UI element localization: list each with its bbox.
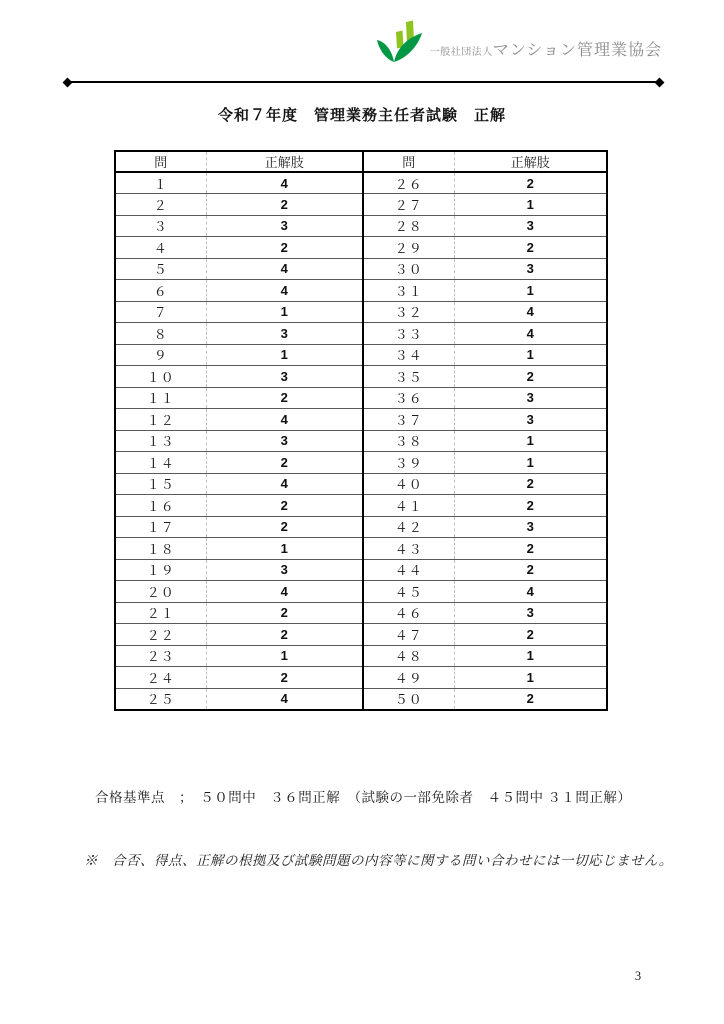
question-number: ２９ — [363, 237, 454, 259]
table-row — [115, 258, 607, 280]
question-number: ５０ — [363, 688, 454, 710]
question-number: ９ — [115, 344, 206, 366]
question-number: ４３ — [363, 538, 454, 560]
answer-choice: 2 — [454, 172, 607, 194]
question-number: ２７ — [363, 194, 454, 216]
answer-choice: 3 — [454, 409, 607, 431]
answer-choice: 4 — [454, 581, 607, 603]
answer-choice: 4 — [206, 581, 363, 603]
org-logo — [375, 18, 662, 66]
answer-choice: 3 — [454, 387, 607, 409]
question-number: １６ — [115, 495, 206, 517]
header-row — [115, 151, 607, 172]
question-number: １２ — [115, 409, 206, 431]
sprout-leaf-logo-icon — [375, 18, 427, 66]
answer-choice: 3 — [454, 258, 607, 280]
answer-choice: 4 — [206, 280, 363, 302]
table-row — [115, 495, 607, 517]
question-number: １９ — [115, 559, 206, 581]
question-number: ２５ — [146, 692, 175, 707]
question-number: ２０ — [115, 581, 206, 603]
answer-choice: 4 — [454, 323, 607, 345]
answer-choice: 2 — [454, 237, 607, 259]
question-number: ４６ — [363, 602, 454, 624]
answer-choice: 2 — [206, 624, 363, 646]
answer-choice: 3 — [206, 215, 363, 237]
question-number: ２１ — [115, 602, 206, 624]
question-number: １０ — [115, 366, 206, 388]
question-number: １１ — [115, 387, 206, 409]
question-number: ３１ — [363, 280, 454, 302]
answer-choice: 3 — [454, 602, 607, 624]
answer-choice: 2 — [206, 516, 363, 538]
org-name-label: マンション管理業協会 — [492, 42, 662, 59]
answer-choice: 3 — [454, 215, 607, 237]
question-number: ４９ — [363, 667, 454, 689]
answer-choice: 4 — [206, 409, 363, 431]
question-number: ４８ — [363, 645, 454, 667]
question-number: ３７ — [363, 409, 454, 431]
answer-choice: 2 — [206, 495, 363, 517]
table-row — [115, 194, 607, 216]
answer-choice: 3 — [206, 366, 363, 388]
question-number: １４ — [115, 452, 206, 474]
answer-choice: 4 — [206, 258, 363, 280]
table-row — [115, 667, 607, 689]
table-row — [115, 559, 607, 581]
answer-choice: 2 — [206, 452, 363, 474]
passing-score-line: 合格基準点 ； ５０問中 ３６問正解 （試験の一部免除者 ４５問中 ３１問正解） — [95, 790, 632, 805]
question-number: ３４ — [363, 344, 454, 366]
answer-choice: 3 — [206, 559, 363, 581]
disclaimer-note: ※ 合否、得点、正解の根拠及び試験問題の内容等に関する問い合わせには一切応じません。 — [84, 853, 673, 868]
answer-choice: 2 — [454, 538, 607, 560]
question-number: ３３ — [363, 323, 454, 345]
question-number: ４１ — [363, 495, 454, 517]
answer-choice: 2 — [206, 237, 363, 259]
question-number: ３６ — [363, 387, 454, 409]
question-number: １３ — [115, 430, 206, 452]
table-row — [115, 581, 607, 603]
answer-choice: 1 — [454, 280, 607, 302]
answer-choice: 1 — [454, 645, 607, 667]
answer-choice: 1 — [454, 452, 607, 474]
question-number: ２８ — [363, 215, 454, 237]
question-number: １７ — [115, 516, 206, 538]
answer-choice: 2 — [454, 473, 607, 495]
question-number: １８ — [115, 538, 206, 560]
question-number: ５ — [115, 258, 206, 280]
answer-choice: 2 — [454, 559, 607, 581]
answer-choice: 2 — [206, 194, 363, 216]
header-divider-rule — [67, 81, 660, 83]
answer-table-body — [115, 172, 607, 710]
answer-choice: 1 — [206, 301, 363, 323]
answer-choice: 2 — [206, 602, 363, 624]
question-number: ３ — [115, 215, 206, 237]
table-row — [115, 538, 607, 560]
column-header-answer-1: 正解肢 — [206, 151, 363, 172]
page-number: 3 — [634, 969, 642, 983]
question-number: ４０ — [363, 473, 454, 495]
question-number: ２ — [115, 194, 206, 216]
table-row — [115, 602, 607, 624]
answer-choice: 4 — [206, 473, 363, 495]
question-number: ４ — [115, 237, 206, 259]
answer-choice: 2 — [454, 688, 607, 710]
question-number: ２４ — [115, 667, 206, 689]
question-number: ３５ — [363, 366, 454, 388]
question-number: ４５ — [363, 581, 454, 603]
table-row — [115, 624, 607, 646]
answer-choice: 1 — [454, 194, 607, 216]
table-row — [115, 688, 607, 710]
answer-table-header — [115, 151, 607, 172]
question-number: ３９ — [363, 452, 454, 474]
question-number: ４７ — [363, 624, 454, 646]
answer-choice: 1 — [454, 667, 607, 689]
column-header-answer-2: 正解肢 — [454, 151, 607, 172]
question-number: ２３ — [115, 645, 206, 667]
question-number: ７ — [115, 301, 206, 323]
answer-choice: 2 — [206, 667, 363, 689]
table-row — [115, 172, 607, 194]
column-header-question-1: 問 — [115, 151, 206, 172]
answer-choice: 3 — [206, 323, 363, 345]
table-row — [115, 323, 607, 345]
answer-choice: 2 — [454, 624, 607, 646]
question-number: １５ — [115, 473, 206, 495]
question-number: ４２ — [363, 516, 454, 538]
answer-choice: 1 — [454, 430, 607, 452]
org-name-text — [430, 37, 662, 66]
column-header-question-2: 問 — [363, 151, 454, 172]
table-row — [115, 215, 607, 237]
question-number: ３８ — [363, 430, 454, 452]
table-row — [115, 473, 607, 495]
answer-choice: 4 — [454, 301, 607, 323]
table-row — [115, 430, 607, 452]
answer-choice: 3 — [454, 516, 607, 538]
table-row — [115, 452, 607, 474]
answer-choice: 1 — [206, 344, 363, 366]
table-row — [115, 366, 607, 388]
question-number: ３０ — [363, 258, 454, 280]
question-number: ６ — [115, 280, 206, 302]
table-row — [115, 409, 607, 431]
table-row — [115, 280, 607, 302]
answer-choice: 4 — [206, 172, 363, 194]
page-title: 令和７年度 管理業務主任者試験 正解 — [217, 107, 506, 124]
question-number: ２６ — [363, 172, 454, 194]
table-row — [115, 387, 607, 409]
answer-choice: 1 — [206, 538, 363, 560]
table-row — [115, 344, 607, 366]
table-row — [115, 301, 607, 323]
question-number: ３２ — [363, 301, 454, 323]
table-row — [115, 237, 607, 259]
answer-choice: 4 — [206, 688, 363, 710]
answer-choice: 3 — [206, 430, 363, 452]
answer-choice: 1 — [206, 645, 363, 667]
question-number: １ — [115, 172, 206, 194]
question-number: ４４ — [363, 559, 454, 581]
table-row — [115, 516, 607, 538]
answer-choice: 1 — [454, 344, 607, 366]
answer-choice: 2 — [454, 495, 607, 517]
question-number: ８ — [115, 323, 206, 345]
answer-choice: 2 — [206, 387, 363, 409]
question-number: ２２ — [115, 624, 206, 646]
answer-choice: 2 — [454, 366, 607, 388]
org-prefix-label: 一般社団法人 — [429, 47, 493, 58]
table-row — [115, 645, 607, 667]
answer-key-table — [114, 150, 608, 711]
